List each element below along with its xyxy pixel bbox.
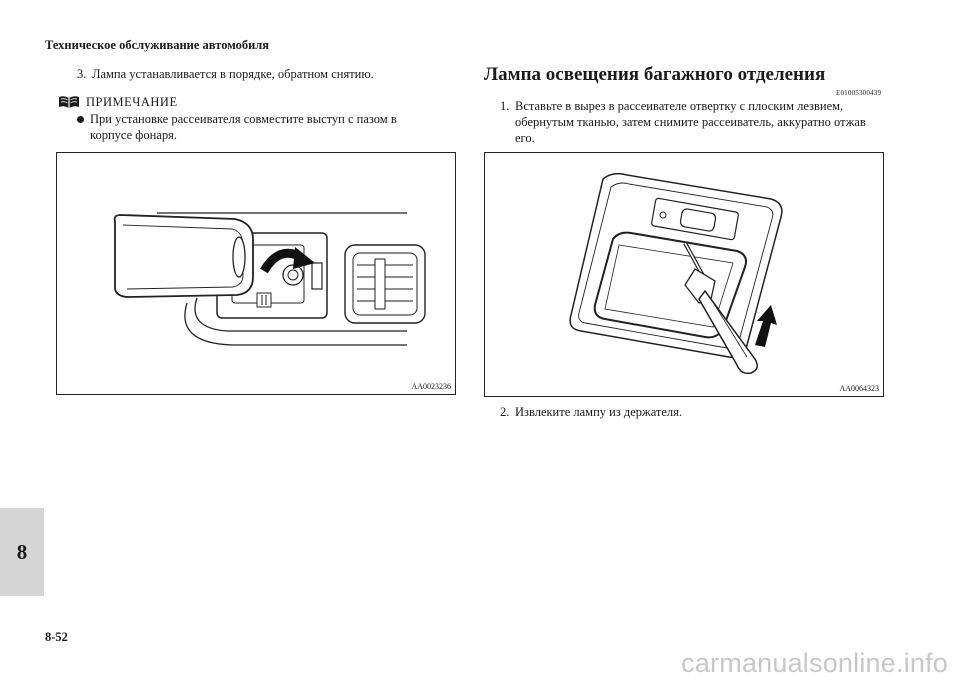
figure-right-code: AA0064323 — [839, 384, 879, 393]
step-3 — [77, 66, 437, 82]
section-code: E01005300439 — [836, 89, 882, 97]
lens-removal-illustration — [485, 153, 883, 396]
figure-left — [56, 152, 456, 395]
book-note-icon — [58, 94, 80, 110]
step-3-text: Лампа устанавливается в порядке, обратном снятию. — [92, 67, 374, 81]
section-title: Лампа освещения багажного отделения — [484, 64, 826, 85]
note-item-text: При установке рассеивателя совместите выступ с пазом в корпусе фонаря. — [90, 112, 397, 142]
figure-left-code: AA0023236 — [411, 382, 451, 391]
figure-right — [484, 152, 884, 397]
note-heading — [58, 94, 178, 110]
step-3-number: 3. — [77, 67, 87, 81]
chapter-tab: 8 — [0, 508, 44, 596]
step-1-number: 1. — [500, 99, 510, 113]
lamp-install-illustration — [57, 153, 455, 394]
running-header: Техническое обслуживание автомобиля — [45, 38, 270, 52]
step-2 — [500, 404, 870, 420]
step-1 — [500, 98, 870, 146]
note-item — [77, 111, 417, 143]
bullet-icon — [77, 116, 84, 123]
watermark: carmanualsonline.info — [681, 648, 948, 678]
step-2-number: 2. — [500, 405, 510, 419]
note-label: ПРИМЕЧАНИЕ — [86, 94, 178, 109]
page-number: 8-52 — [45, 630, 68, 644]
step-1-text: Вставьте в вырез в рассеивателе отвертку с плоским лезвием, обернутым тканью, затем снимите рассеиватель, аккуратно отжав его. — [515, 99, 866, 145]
step-2-text: Извлеките лампу из держателя. — [515, 405, 683, 419]
